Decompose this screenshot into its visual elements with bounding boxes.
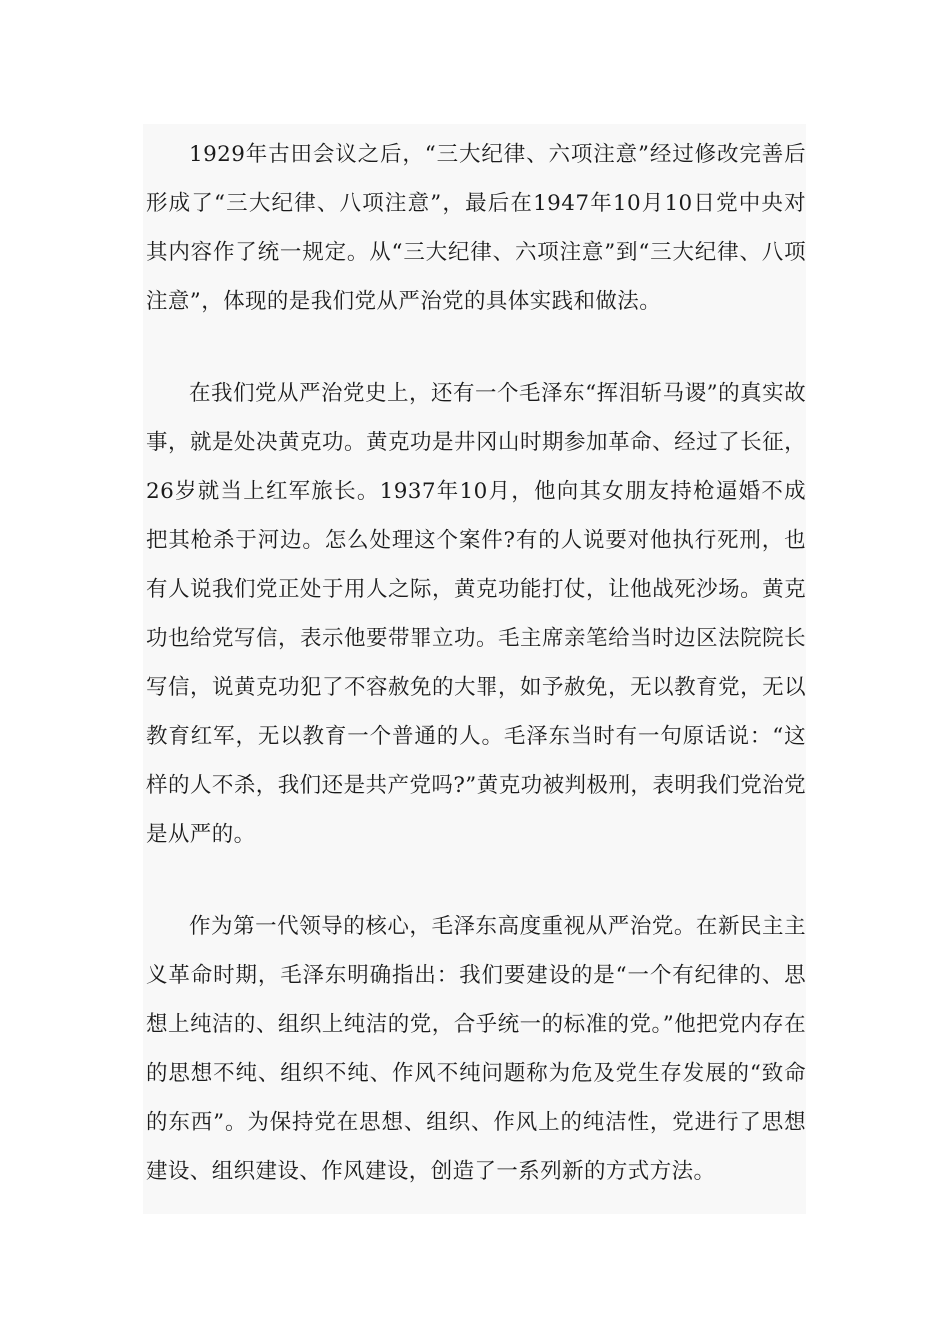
paragraph-2: 在我们党从严治党史上，还有一个毛泽东“挥泪斩马谡”的真实故事，就是处决黄克功。黄克功是井冈山时期参加革命、经过了长征，26岁就当上红军旅长。1937年10月，他向其女朋友持枪逼婚不成把其枪杀于河边。怎么处理这个案件?有的人说要对他执行死刑，也有人说我们党正处于用人之际，黄克功能打仗，让他战死沙场。黄克功也给党写信，表示他要带罪立功。毛主席亲笔给当时边区法院院长写信，说黄克功犯了不容赦免的大罪，如予赦免，无以教育党，无以教育红军，无以教育一个普通的人。毛泽东当时有一句原话说：“这样的人不杀，我们还是共产党吗?”黄克功被判极刑，表明我们党治党是从严的。 (146, 381, 806, 847)
text-block (143, 124, 806, 1214)
paragraph-1: 1929年古田会议之后，“三大纪律、六项注意”经过修改完善后形成了“三大纪律、八项注意”，最后在1947年10月10日党中央对其内容作了统一规定。从“三大纪律、六项注意”到“三大纪律、八项注意”，体现的是我们党从严治党的具体实践和做法。 (146, 142, 806, 314)
paragraph-3: 作为第一代领导的核心，毛泽东高度重视从严治党。在新民主主义革命时期，毛泽东明确指出：我们要建设的是“一个有纪律的、思想上纯洁的、组织上纯洁的党，合乎统一的标准的党。”他把党内存在的思想不纯、组织不纯、作风不纯问题称为危及党生存发展的“致命的东西”。为保持党在思想、组织、作风上的纯洁性，党进行了思想建设、组织建设、作风建设，创造了一系列新的方式方法。 (146, 914, 806, 1184)
